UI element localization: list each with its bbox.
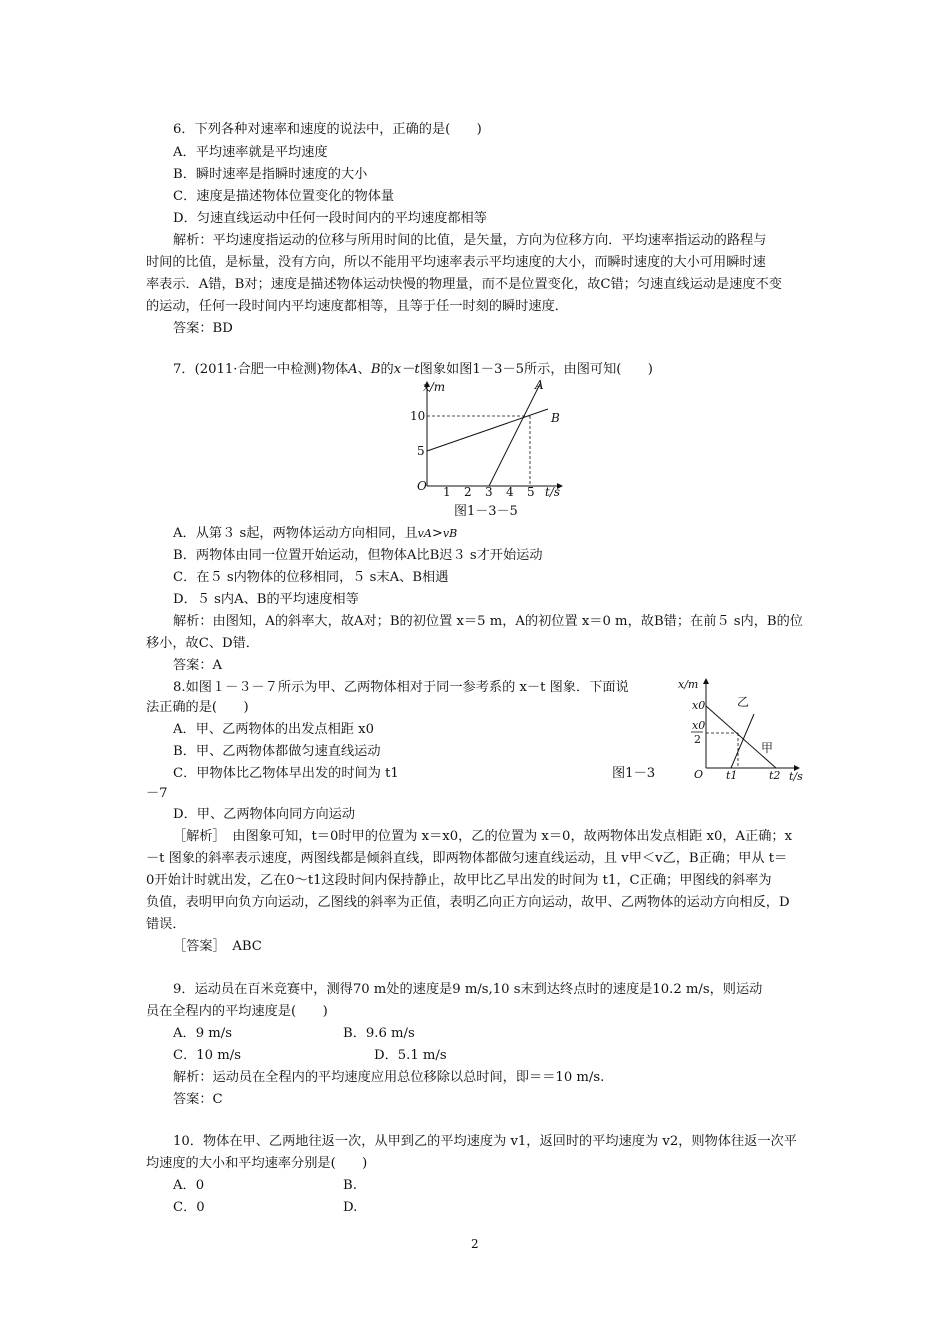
q8-option-a: A．甲、乙两物体的出发点相距 x0 xyxy=(173,722,374,737)
q7-option-a-va: vA xyxy=(417,527,432,540)
q9-option-c: C．10 m/s xyxy=(173,1048,241,1063)
q7-option-a-vb: vB xyxy=(442,527,458,540)
q7-stem-b: B xyxy=(370,362,381,377)
q10-option-a: A．0 xyxy=(173,1178,205,1193)
q7-option-a-gt: > xyxy=(431,526,443,541)
q8-analysis-line: 负值，表明甲向负方向运动，乙图线的斜率为正值，表明乙向正方向运动，故甲、乙两物体的运动方向相反，D xyxy=(146,895,790,910)
q7-option-c: C．在５ s内物体的位移相同，５ s末A、B相遇 xyxy=(173,570,449,585)
q8-option-d: D．甲、乙两物体向同方向运动 xyxy=(173,807,356,822)
q8-x0-half-num: x0 xyxy=(692,719,706,732)
q7-stem-prefix: 7．(2011·合肥一中检测)物体 xyxy=(173,362,349,377)
q8-option-b: B．甲、乙两物体都做匀速直线运动 xyxy=(173,744,381,759)
q7-line-a xyxy=(489,384,540,486)
q6-option-d: D．匀速直线运动中任何一段时间内的平均速度都相等 xyxy=(173,211,487,226)
q8-option-c: C．甲物体比乙物体早出发的时间为 t1 xyxy=(173,766,399,781)
q7-line-b xyxy=(427,409,548,451)
q7-y-label: x/m xyxy=(423,380,446,394)
q8-figure-caption: 图1－3 xyxy=(612,766,656,781)
q8-y-label: x/m xyxy=(678,678,699,691)
q8-line-jia xyxy=(706,706,776,768)
q8-line: 8.如图１－３－７所示为甲、乙两物体相对于同一参考系的 x－t 图象．下面说 xyxy=(173,680,629,695)
q9-line: 员在全程内的平均速度是( ) xyxy=(146,1004,328,1019)
q6-option-b: B．瞬时速率是指瞬时速度的大小 xyxy=(173,167,368,182)
q7-line-b-label: B xyxy=(551,411,560,425)
q9-option-d: D．5.1 m/s xyxy=(374,1048,447,1063)
q8-line: 法正确的是( ) xyxy=(146,700,249,715)
q7-xtick-3: 3 xyxy=(485,485,493,499)
q10-option-c: C．0 xyxy=(173,1200,205,1215)
q6-option-c: C．速度是描述物体位置变化的物体量 xyxy=(173,189,395,204)
q9-analysis: 解析：运动员在全程内的平均速度应用总位移除以总时间，即＝＝10 m/s. xyxy=(173,1070,605,1085)
q8-caption-tail: －7 xyxy=(146,786,168,801)
q7-origin: O xyxy=(417,479,427,493)
q9-option-b: B．9.6 m/s xyxy=(343,1026,415,1041)
q7-xtick-4: 4 xyxy=(506,485,514,499)
q7-option-a xyxy=(173,525,457,543)
q7-figure-caption: 图1－3－5 xyxy=(454,504,518,519)
q7-xtick-5: 5 xyxy=(527,485,535,499)
q10-line: 10．物体在甲、乙两地往返一次，从甲到乙的平均速度为 v1，返回时的平均速度为 v2，则物体往返一次平 xyxy=(173,1134,797,1149)
q7-ytick-5: 5 xyxy=(417,444,425,458)
q9-line: 9．运动员在百米竞赛中，测得70 m处的速度是9 m/s,10 s末到达终点时的速度是10.2 m/s，则运动 xyxy=(173,982,763,997)
q8-y-arrow xyxy=(703,678,709,684)
q6-analysis-line: 时间的比值，是标量，没有方向，所以不能用平均速率表示平均速度的大小，而瞬时速度的大小可用瞬时速 xyxy=(146,255,766,270)
q8-jia-label: 甲 xyxy=(761,741,774,755)
q8-x-label: t/s xyxy=(789,770,803,783)
q8-t2-label: t2 xyxy=(769,769,781,782)
q8-t1-label: t1 xyxy=(726,769,738,782)
q7-stem-suffix: 图象如图1－3－5所示，由图可知( ) xyxy=(419,362,653,377)
q7-stem-de: 的 xyxy=(380,362,394,377)
q7-analysis-line: 移小，故C、D错． xyxy=(146,636,259,651)
q6-analysis-line: 解析：平均速度指运动的位移与所用时间的比值，是矢量，方向为位移方向．平均速率指运动的路程与 xyxy=(173,233,767,248)
q8-x0-label: x0 xyxy=(692,699,706,712)
q9-option-a: A．9 m/s xyxy=(173,1026,233,1041)
q6-answer: 答案：BD xyxy=(173,321,233,336)
q7-option-d: D．５ s内A、B的平均速度相等 xyxy=(173,592,359,607)
q7-stem-xt: x－t xyxy=(393,362,420,377)
q6-stem: 6．下列各种对速率和速度的说法中，正确的是( ) xyxy=(173,122,482,137)
q7-option-b: B．两物体由同一位置开始运动，但物体A比B迟３ s才开始运动 xyxy=(173,548,543,563)
q7-line-a-label: A xyxy=(535,378,544,392)
q7-xt-graph xyxy=(405,375,580,505)
q8-answer: ［答案］ ABC xyxy=(173,939,262,954)
q6-analysis-line: 率表示．A错，B对；速度是描述物体运动快慢的物理量，而不是位置变化，故C错；匀速直线运动是速度不变 xyxy=(146,277,782,292)
q7-analysis-line: 解析：由图知，A的斜率大，故A对；B的初位置 x＝5 m，A的初位置 x＝0 m，故B错；在前５ s内，B的位 xyxy=(173,614,803,629)
q6-option-a: A．平均速率就是平均速度 xyxy=(173,145,328,160)
q6-analysis-line: 的运动，任何一段时间内平均速度都相等，且等于任一时刻的瞬时速度． xyxy=(146,299,568,314)
q8-x0-half-den: 2 xyxy=(694,733,701,746)
q7-xtick-2: 2 xyxy=(464,485,472,499)
q8-analysis-line: ［解析］ 由图象可知，t＝0时甲的位置为 x＝x0，乙的位置为 x＝0，故两物体出发点相距 x0，A正确；x xyxy=(173,829,793,844)
q7-answer: 答案：A xyxy=(173,658,223,673)
q10-option-d: D. xyxy=(343,1200,358,1215)
q8-analysis-line: 错误． xyxy=(146,917,186,932)
q10-option-b: B. xyxy=(343,1178,357,1193)
q8-line-yi xyxy=(731,714,754,768)
q8-analysis-line: －t 图象的斜率表示速度，两图线都是倾斜直线，即两物体都做匀速直线运动，且 v甲＜v乙，B正确；甲从 t＝ xyxy=(146,851,788,866)
q8-xt-graph xyxy=(676,674,816,786)
q7-ytick-10: 10 xyxy=(410,409,426,423)
q8-origin: O xyxy=(694,768,704,781)
q7-xtick-1: 1 xyxy=(443,485,451,499)
q7-stem-a: A xyxy=(348,362,358,377)
q10-line: 均速度的大小和平均速率分别是( ) xyxy=(146,1156,368,1171)
q8-yi-label: 乙 xyxy=(737,695,750,709)
q9-answer: 答案：C xyxy=(173,1092,223,1107)
page-number: 2 xyxy=(471,1237,479,1251)
q8-analysis-line: 0开始计时就出发，乙在0～t1这段时间内保持静止，故甲比乙早出发的时间为 t1，C正确；甲图线的斜率为 xyxy=(146,873,772,888)
q7-option-a-text: A．从第３ s起，两物体运动方向相同，且 xyxy=(173,526,418,541)
q7-stem-sep: 、 xyxy=(357,362,371,377)
q7-x-label: t/s xyxy=(545,485,561,499)
